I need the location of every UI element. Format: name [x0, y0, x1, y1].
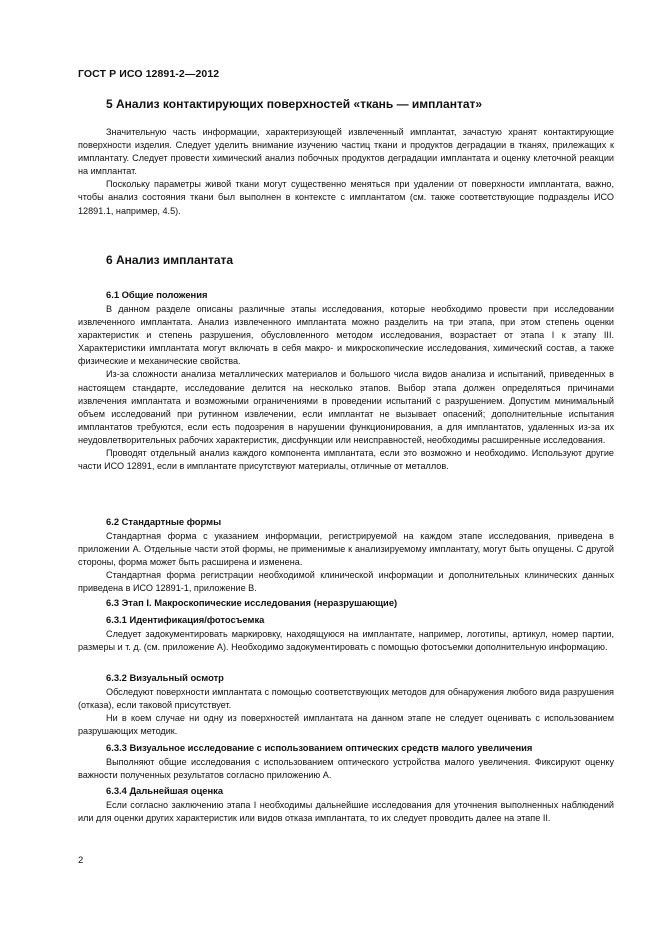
subsection-6-3-1-heading: 6.3.1 Идентификация/фотосъемка [106, 614, 265, 625]
subsection-6-3-heading: 6.3 Этап I. Макроскопические исследования (неразрушающие) [106, 597, 398, 608]
paragraph: Стандартная форма регистрации необходимой клинической информации и дополнительных клинических данных приведена в ИСО 12891-1, приложение В. [78, 570, 614, 594]
section-6-heading: 6 Анализ имплантата [106, 253, 234, 267]
paragraph: Обследуют поверхности имплантата с помощью соответствующих методов для обнаружения любого вида разрушения (отказа), если таковой присутствует. [78, 687, 614, 711]
subsection-6-3-4-body [78, 799, 614, 825]
paragraph: Значительную часть информации, характеризующей извлеченный имплантат, зачастую хранят контактирующие поверхности изделия. Следует уделить внимание изучению частиц ткани и продуктов деградации в тканях, прилежащих к имплантату. Следует провести химический анализ побочных продуктов деградации имплантата и оценку клеточной реакции на имплантат. [78, 127, 614, 177]
subsection-6-3-4-heading: 6.3.4 Дальнейшая оценка [106, 785, 224, 796]
paragraph: Выполняют общие исследования с использованием оптического устройства малого увеличения. Фиксируют оценку важности полученных результатов согласно приложению А. [78, 757, 614, 781]
paragraph: Из-за сложности анализа металлических материалов и большого числа видов анализа и испытаний, приведенных в настоящем стандарте, исследование делится на несколько этапов. Выбор этапа должен определяться причинами извлечения имплантата и возможными ограничениями в проведении испытаний с разрушением. Допустим минимальный объем исследований при рутинном извлечении, если имплантат не вызывает опасений; дополнительные испытания имплантатов требуются, если есть подозрения в нарушении функционирования, а для имплантатов, удаленных из-за их неудовлетворительных рабочих характеристик, дисфункции или неисправностей, необходимы расширенные исследования. [78, 369, 614, 445]
paragraph: Следует задокументировать маркировку, находящуюся на имплантате, например, логотипы, артикул, номер партии, размеры и т. д. (см. приложение А). Необходимо задокументировать с помощью фотосъемки дополнительную информацию. [78, 629, 614, 653]
subsection-6-3-2-body [78, 686, 614, 738]
paragraph: В данном разделе описаны различные этапы исследования, которые необходимо провести при исследовании извлеченного имплантата. Анализ извлеченного имплантата можно разделить на три этапа, при этом степень оценки характеристик и степень разрушения, обусловленного методом исследования, возрастает от этапа I к этапу III. Характеристики имплантата могут включать в себя макро- и микроскопические исследования, химический состав, а также физические и механические свойства. [78, 304, 614, 367]
subsection-6-1-body [78, 303, 614, 473]
paragraph: Поскольку параметры живой ткани могут существенно меняться при удалении от поверхности имплантата, важно, чтобы анализ состояния ткани был выполнен в контексте с имплантатом (см. также соответствующие подразделы ИСО 12891.1, например, 4.5). [78, 179, 614, 216]
subsection-6-2-heading: 6.2 Стандартные формы [106, 516, 222, 527]
paragraph: Если согласно заключению этапа I необходимы дальнейшие исследования для уточнения выполненных наблюдений или для оценки других характеристик или видов отказа имплантата, то их следует проводить далее на этапе II. [78, 800, 614, 824]
document-header: ГОСТ Р ИСО 12891-2—2012 [78, 68, 220, 80]
section-5-body [78, 126, 614, 218]
paragraph: Стандартная форма с указанием информации, регистрируемой на каждом этапе исследования, приведена в приложении А. Отдельные части этой формы, не применимые к анализируемому имплантату, могут быть опущены. С другой стороны, форма может быть расширена и изменена. [78, 531, 614, 568]
subsection-6-3-3-body [78, 756, 614, 782]
subsection-6-3-1-body [78, 628, 614, 654]
subsection-6-3-3-heading: 6.3.3 Визуальное исследование с использованием оптических средств малого увеличения [106, 742, 533, 753]
subsection-6-3-2-heading: 6.3.2 Визуальный осмотр [106, 672, 224, 683]
subsection-6-1-heading: 6.1 Общие положения [106, 289, 208, 300]
section-5-heading: 5 Анализ контактирующих поверхностей «ткань — имплантат» [106, 97, 483, 111]
paragraph: Ни в коем случае ни одну из поверхностей имплантата на данном этапе не следует оценивать с использованием разрушающих методик. [78, 713, 614, 737]
paragraph: Проводят отдельный анализ каждого компонента имплантата, если это возможно и необходимо. Используют другие части ИСО 12891, если в имплантате присутствуют материалы, отличные от металлов. [78, 448, 614, 472]
page-number: 2 [78, 855, 84, 866]
subsection-6-2-body [78, 530, 614, 595]
